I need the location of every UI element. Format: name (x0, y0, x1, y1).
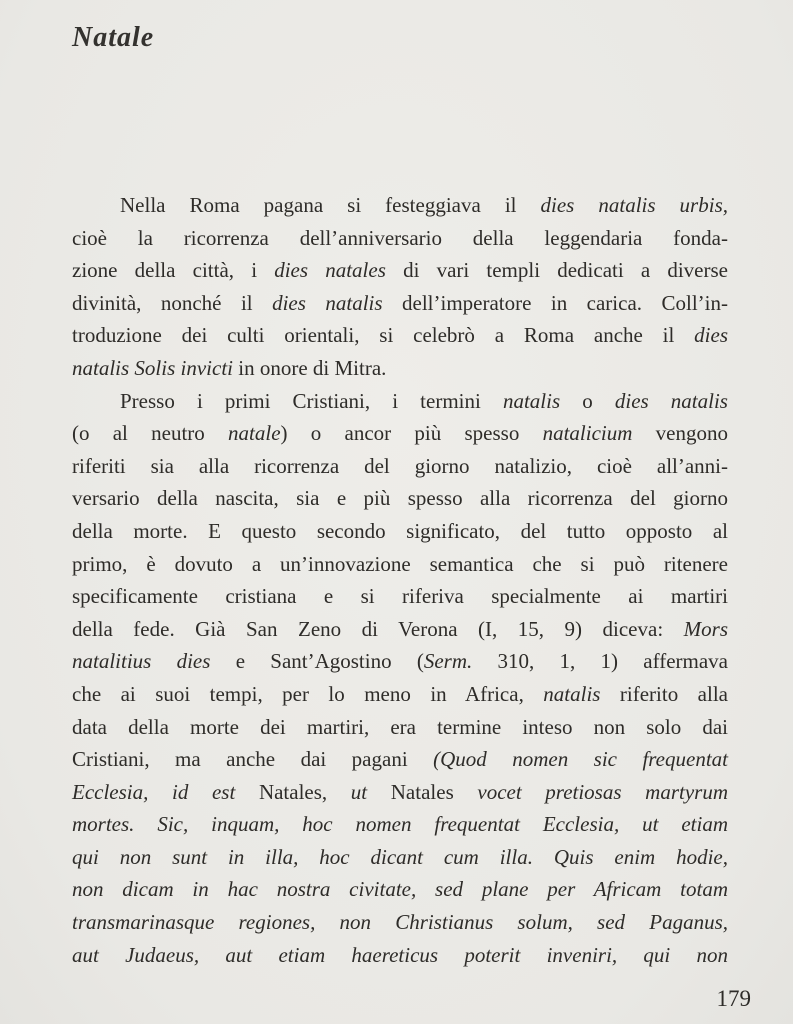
text-line (72, 808, 728, 841)
italic-text-segment: natalis (502, 388, 561, 413)
italic-text-segment: ut (350, 779, 391, 804)
italic-text-segment: transmarinasque regiones, non Christianus solum, sed Paganus, (72, 910, 728, 935)
text-segment: Cristiani, ma anche dai pagani (72, 747, 434, 772)
text-segment: versario della nascita, sia e più spesso alla ricorrenza del giorno (72, 486, 728, 511)
italic-text-segment: natalicium (542, 421, 633, 446)
text-segment: dell’imperatore in carica. Coll’in- (382, 290, 728, 315)
text-segment: della fede. Già San Zeno di Verona (I, 15, 9) diceva: (72, 616, 684, 641)
text-segment: (o al neutro (72, 421, 229, 446)
text-segment: troduzione dei culti orientali, si celebrò a Roma anche il (72, 323, 695, 348)
text-segment: Presso i primi Cristiani, i termini (120, 388, 503, 413)
text-segment: di vari templi dedicati a diverse (385, 258, 728, 283)
italic-text-segment: natalis (543, 681, 601, 706)
italic-text-segment: Serm. (423, 649, 473, 674)
text-line (72, 287, 728, 320)
italic-text-segment: (Quod nomen sic frequentat (433, 747, 728, 772)
text-segment: Natales (390, 779, 478, 804)
text-segment: che ai suoi tempi, per lo meno in Africa, (72, 681, 544, 706)
text-line (72, 254, 728, 287)
italic-text-segment: dies natalis urbis, (540, 193, 728, 217)
italic-text-segment: dies natalis (614, 388, 728, 413)
text-segment: riferiti sia alla ricorrenza del giorno natalizio, cioè all’anni- (72, 453, 728, 478)
text-line (72, 939, 728, 972)
text-segment: e Sant’Agostino ( (210, 649, 424, 674)
text-line (72, 515, 728, 548)
text-segment: riferito alla (600, 681, 728, 706)
italic-text-segment: natalitius dies (72, 649, 211, 674)
text-segment: data della morte dei martiri, era termine inteso non solo dai (72, 714, 728, 739)
italic-text-segment: dies natalis (272, 290, 383, 315)
text-line (72, 482, 728, 515)
italic-text-segment: qui non sunt in illa, hoc dicant cum illa. Quis enim hodie, (72, 844, 728, 869)
text-line (72, 189, 728, 222)
text-segment: divinità, nonché il (72, 290, 273, 315)
text-segment: in onore di Mitra. (233, 355, 387, 380)
text-line (72, 385, 728, 418)
text-segment: Nella Roma pagana si festeggiava il (120, 193, 541, 217)
text-segment: ) o ancor più spesso (280, 421, 543, 446)
italic-text-segment: vocet pretiosas martyrum (477, 779, 728, 804)
text-segment: o (560, 388, 615, 413)
text-line (72, 352, 728, 385)
text-line (72, 678, 728, 711)
text-line (72, 743, 728, 776)
text-segment: specificamente cristiana e si riferiva specialmente ai martiri (72, 584, 728, 609)
italic-text-segment: mortes. Sic, inquam, hoc nomen frequentat Ecclesia, ut etiam (72, 812, 728, 837)
text-line (72, 841, 728, 874)
text-line (72, 645, 728, 678)
italic-text-segment: natale (228, 421, 281, 446)
italic-text-segment: non dicam in hac nostra civitate, sed plane per Africam totam (72, 877, 728, 902)
text-line (72, 906, 728, 939)
italic-text-segment: natalis Solis invicti (72, 355, 233, 380)
italic-text-segment: Mors (683, 616, 728, 641)
italic-text-segment: dies (694, 323, 728, 348)
text-line (72, 580, 728, 613)
text-line (72, 417, 728, 450)
italic-text-segment: Ecclesia, id est (72, 779, 259, 804)
text-line (72, 776, 728, 809)
text-segment: Natales, (258, 779, 351, 804)
page-body-text (72, 189, 728, 971)
text-line (72, 319, 728, 352)
text-line (72, 450, 728, 483)
text-line (72, 222, 728, 255)
italic-text-segment: dies natales (274, 258, 386, 283)
text-segment: zione della città, i (72, 258, 275, 283)
text-segment: primo, è dovuto a un’innovazione semantica che si può ritenere (72, 551, 728, 576)
text-line (72, 548, 728, 581)
text-segment: vengono (632, 421, 728, 446)
page-number: 179 (716, 986, 751, 1011)
page-title: Natale (72, 22, 155, 53)
text-line (72, 873, 728, 906)
text-segment: 310, 1, 1) affermava (472, 649, 728, 674)
text-segment: cioè la ricorrenza dell’anniversario della leggendaria fonda- (72, 225, 728, 250)
italic-text-segment: aut Judaeus, aut etiam haereticus poterit inveniri, qui non (72, 942, 728, 967)
text-line (72, 613, 728, 646)
text-segment: della morte. E questo secondo significato, del tutto opposto al (72, 518, 728, 543)
text-line (72, 711, 728, 744)
